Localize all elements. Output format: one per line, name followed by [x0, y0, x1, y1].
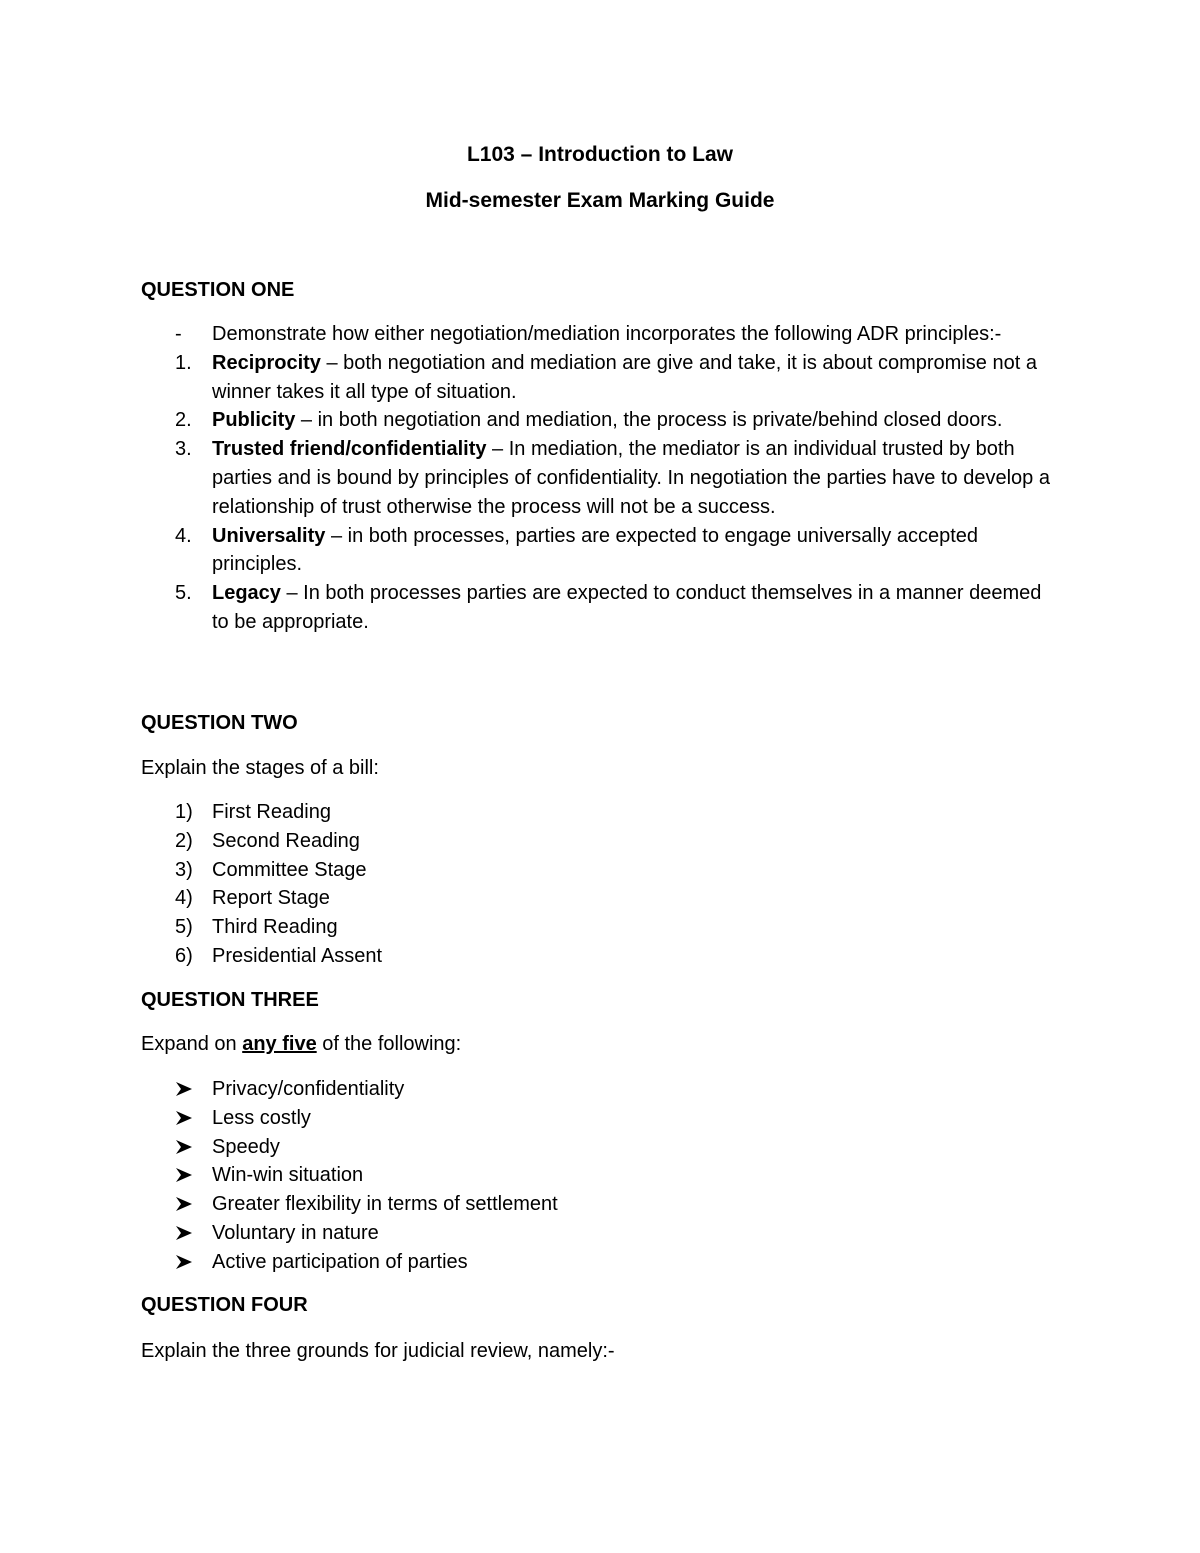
arrowhead-bullet-icon — [175, 1219, 193, 1241]
question-three-heading: QUESTION THREE — [141, 989, 319, 1011]
course-title: L103 – Introduction to Law — [466, 143, 734, 166]
principle-item — [141, 406, 1061, 435]
list-item — [141, 884, 1061, 913]
question-one-heading: QUESTION ONE — [141, 279, 295, 301]
principle-term: Legacy — [212, 582, 281, 605]
list-item — [141, 942, 1061, 971]
list-item — [141, 1248, 1061, 1277]
item-number: 2) — [175, 829, 193, 852]
item-number: 2. — [175, 409, 192, 432]
arrowhead-bullet-icon — [175, 1075, 193, 1097]
question-four-heading: QUESTION FOUR — [141, 1294, 308, 1316]
question-one-list — [141, 320, 1061, 637]
question-four-intro: Explain the three grounds for judicial review, namely:- — [141, 1340, 615, 1362]
item-number: 5) — [175, 916, 193, 939]
principle-term: Reciprocity — [212, 351, 321, 374]
list-item — [141, 1133, 1061, 1162]
item-number: 1. — [175, 351, 192, 374]
item-number: 4. — [175, 524, 192, 547]
advantage-text: Privacy/confidentiality — [212, 1078, 405, 1100]
advantage-text: Win-win situation — [212, 1164, 364, 1187]
item-number: 5. — [175, 582, 192, 605]
list-item — [141, 856, 1061, 885]
item-number: 3) — [175, 858, 193, 881]
principle-term: Publicity — [212, 409, 296, 432]
principle-item — [141, 349, 1061, 407]
stage-text: Report Stage — [212, 887, 330, 910]
advantage-text: Greater flexibility in terms of settlement — [212, 1193, 558, 1216]
list-item — [141, 1161, 1061, 1190]
advantage-text: Less costly — [212, 1106, 311, 1129]
intro-emphasis: any five — [242, 1033, 317, 1055]
principle-item — [141, 435, 1061, 521]
item-number: 3. — [175, 438, 192, 461]
principle-text: – In both processes parties are expected to conduct themselves in a manner deemed to be appropriate. — [212, 582, 1042, 633]
question-two-heading: QUESTION TWO — [141, 712, 298, 734]
intro-pre: Expand on — [141, 1033, 243, 1055]
item-number: 1) — [175, 801, 193, 823]
principle-item — [141, 579, 1061, 637]
list-item — [141, 1104, 1061, 1133]
list-item — [141, 827, 1061, 856]
bill-stages-list — [141, 798, 1061, 971]
document-title: Mid-semester Exam Marking Guide — [425, 189, 775, 212]
stage-text: First Reading — [212, 801, 331, 823]
arrowhead-bullet-icon — [175, 1190, 193, 1212]
question-one-intro — [141, 320, 1061, 349]
advantage-text: Active participation of parties — [212, 1250, 468, 1273]
advantage-text: Voluntary in nature — [212, 1221, 379, 1244]
arrowhead-bullet-icon — [175, 1104, 193, 1126]
list-item — [141, 1190, 1061, 1219]
stage-text: Second Reading — [212, 829, 360, 852]
principle-text: – both negotiation and mediation are give and take, it is about compromise not a winner takes it all type of situation. — [212, 351, 1037, 403]
item-number: 6) — [175, 944, 193, 967]
principle-text: – in both processes, parties are expected to engage universally accepted principles. — [212, 524, 979, 576]
arrowhead-bullet-icon — [175, 1133, 193, 1155]
adr-advantages-list — [141, 1075, 1061, 1277]
principle-text: – In mediation, the mediator is an individual trusted by both parties and is bound by principles of confidentiality. In negotiation the parties have to develop a relationship of trust otherwise the process will not be a success. — [212, 438, 1050, 518]
stage-text: Presidential Assent — [212, 944, 383, 967]
question-three-intro — [141, 1030, 1061, 1058]
arrowhead-bullet-icon — [175, 1161, 193, 1183]
list-item — [141, 1075, 1061, 1104]
question-two-intro: Explain the stages of a bill: — [141, 757, 379, 779]
principle-item — [141, 522, 1061, 580]
list-item — [141, 1219, 1061, 1248]
arrowhead-bullet-icon — [175, 1248, 193, 1270]
intro-text: Demonstrate how either negotiation/mediation incorporates the following ADR principles:- — [212, 323, 1002, 345]
intro-post: of the following: — [316, 1033, 462, 1055]
advantage-text: Speedy — [212, 1135, 280, 1158]
stage-text: Committee Stage — [212, 858, 367, 881]
list-item — [141, 913, 1061, 942]
dash-marker: - — [175, 323, 182, 345]
list-item — [141, 798, 1061, 827]
principle-text: – in both negotiation and mediation, the process is private/behind closed doors. — [295, 409, 1003, 432]
principle-term: Trusted friend/confidentiality — [212, 438, 487, 461]
stage-text: Third Reading — [212, 916, 338, 939]
item-number: 4) — [175, 887, 193, 910]
principle-term: Universality — [212, 524, 326, 547]
